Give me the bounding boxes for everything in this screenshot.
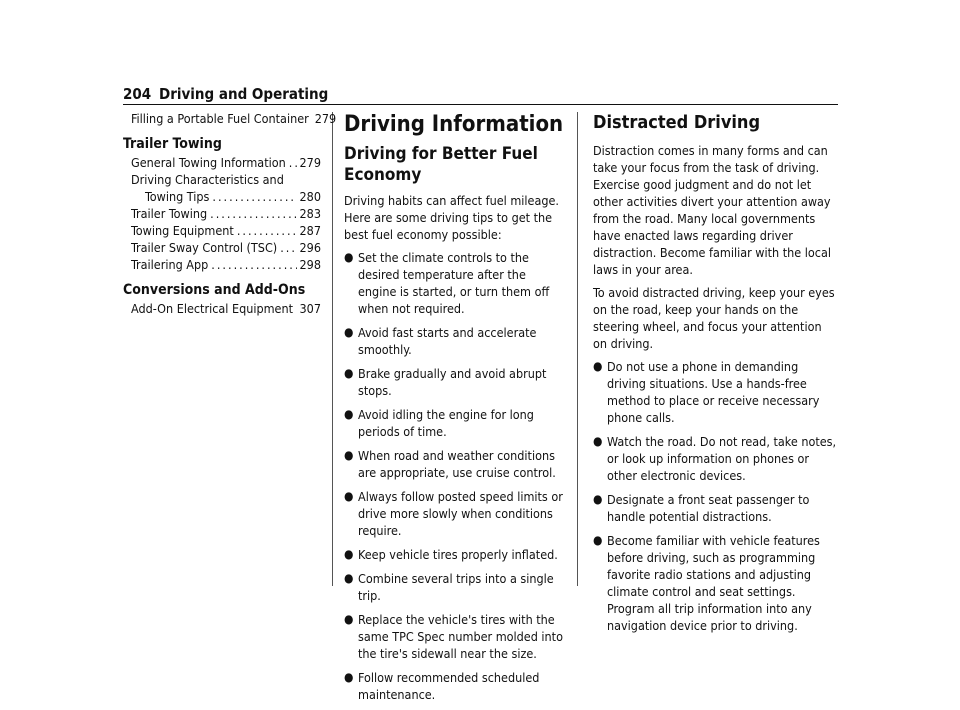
- list-item: ● Designate a front seat passenger to handle potential distractions.: [593, 492, 810, 524]
- toc-heading-trailer-towing: Trailer Towing: [123, 136, 222, 152]
- bullet-icon: ●: [593, 434, 603, 448]
- list-item: ● Become familiar with vehicle features before driving, such as programming favorite radio stations and adjusting climate control and seat settings. Program all trip information into any navigation device prior to driving.: [593, 533, 820, 633]
- distracted-para-1: Distraction comes in many forms and can take your focus from the task of driving. Exercise good judgment and do not let other activities divert your attention away from the road. Many local governments have enacted laws regarding driver distraction. Become familiar with the local laws in your area.: [593, 143, 831, 277]
- page-number: 204: [123, 85, 152, 103]
- driving-info-column: [344, 110, 566, 710]
- list-item: ● Replace the vehicle's tires with the same TPC Spec number molded into the tire's sidewall near the size.: [344, 612, 563, 661]
- toc-heading-conversions: Conversions and Add-Ons: [123, 282, 306, 298]
- bullet-icon: ●: [344, 670, 354, 684]
- column-divider: [577, 112, 578, 586]
- toc-entry[interactable]: Add-On Electrical Equipment ..... 307: [123, 300, 321, 317]
- toc-entry[interactable]: Towing Equipment ..... 287: [123, 222, 321, 239]
- bullet-icon: ●: [344, 571, 354, 585]
- list-item: ● Always follow posted speed limits or drive more slowly when conditions require.: [344, 489, 563, 538]
- bullet-icon: ●: [344, 448, 354, 462]
- fuel-economy-intro: Driving habits can affect fuel mileage. Here are some driving tips to get the best fuel economy possible:: [344, 193, 559, 242]
- toc-entry[interactable]: Trailer Towing ..... 283: [123, 205, 321, 222]
- column-divider: [332, 112, 333, 586]
- list-item: ● Do not use a phone in demanding driving situations. Use a hands-free method to place or receive necessary phone calls.: [593, 359, 820, 425]
- distracted-driving-title: Distracted Driving: [593, 112, 761, 133]
- header-rule: [123, 104, 838, 105]
- list-item: ● Follow recommended scheduled maintenance.: [344, 670, 540, 702]
- list-item: ● Set the climate controls to the desired temperature after the engine is started, or turn them off when not required.: [344, 250, 550, 316]
- list-item: ● Avoid fast starts and accelerate smoothly.: [344, 325, 537, 357]
- fuel-economy-subtitle: Driving for Better Fuel Economy: [344, 144, 538, 185]
- bullet-icon: ●: [344, 547, 354, 561]
- toc-entry-line[interactable]: Driving Characteristics and: [131, 172, 284, 187]
- toc-column: [123, 110, 337, 317]
- list-item: ● When road and weather conditions are appropriate, use cruise control.: [344, 448, 556, 480]
- list-item: ● Combine several trips into a single trip.: [344, 571, 554, 603]
- list-item: ● Brake gradually and avoid abrupt stops.: [344, 366, 547, 398]
- bullet-icon: ●: [344, 489, 354, 503]
- distracted-list: [593, 358, 839, 634]
- distracted-para-2: To avoid distracted driving, keep your eyes on the road, keep your hands on the steering wheel, and focus your attention on driving.: [593, 285, 835, 351]
- bullet-icon: ●: [593, 359, 603, 373]
- fuel-economy-list: [344, 249, 566, 703]
- list-item: ● Avoid idling the engine for long periods of time.: [344, 407, 534, 439]
- bullet-icon: ●: [344, 325, 354, 339]
- toc-entry[interactable]: Filling a Portable Fuel Container 279: [131, 111, 337, 126]
- bullet-icon: ●: [593, 533, 603, 547]
- toc-entry[interactable]: Trailer Sway Control (TSC) ..... 296: [123, 239, 321, 256]
- distracted-driving-column: [593, 110, 839, 641]
- bullet-icon: ●: [593, 492, 603, 506]
- bullet-icon: ●: [344, 407, 354, 421]
- list-item: ● Keep vehicle tires properly inflated.: [344, 547, 558, 562]
- section-title: Driving and Operating: [159, 85, 329, 103]
- list-item: ● Watch the road. Do not read, take notes, or look up information on phones or other electronic devices.: [593, 434, 837, 483]
- toc-entry[interactable]: General Towing Information ..... 279: [123, 154, 321, 171]
- toc-entry[interactable]: Trailering App ..... 298: [123, 256, 321, 273]
- bullet-icon: ●: [344, 250, 354, 264]
- toc-entry[interactable]: Towing Tips ..... 280: [123, 188, 321, 205]
- bullet-icon: ●: [344, 366, 354, 380]
- page-header: [123, 84, 838, 104]
- driving-info-title: Driving Information: [344, 112, 564, 137]
- bullet-icon: ●: [344, 612, 354, 626]
